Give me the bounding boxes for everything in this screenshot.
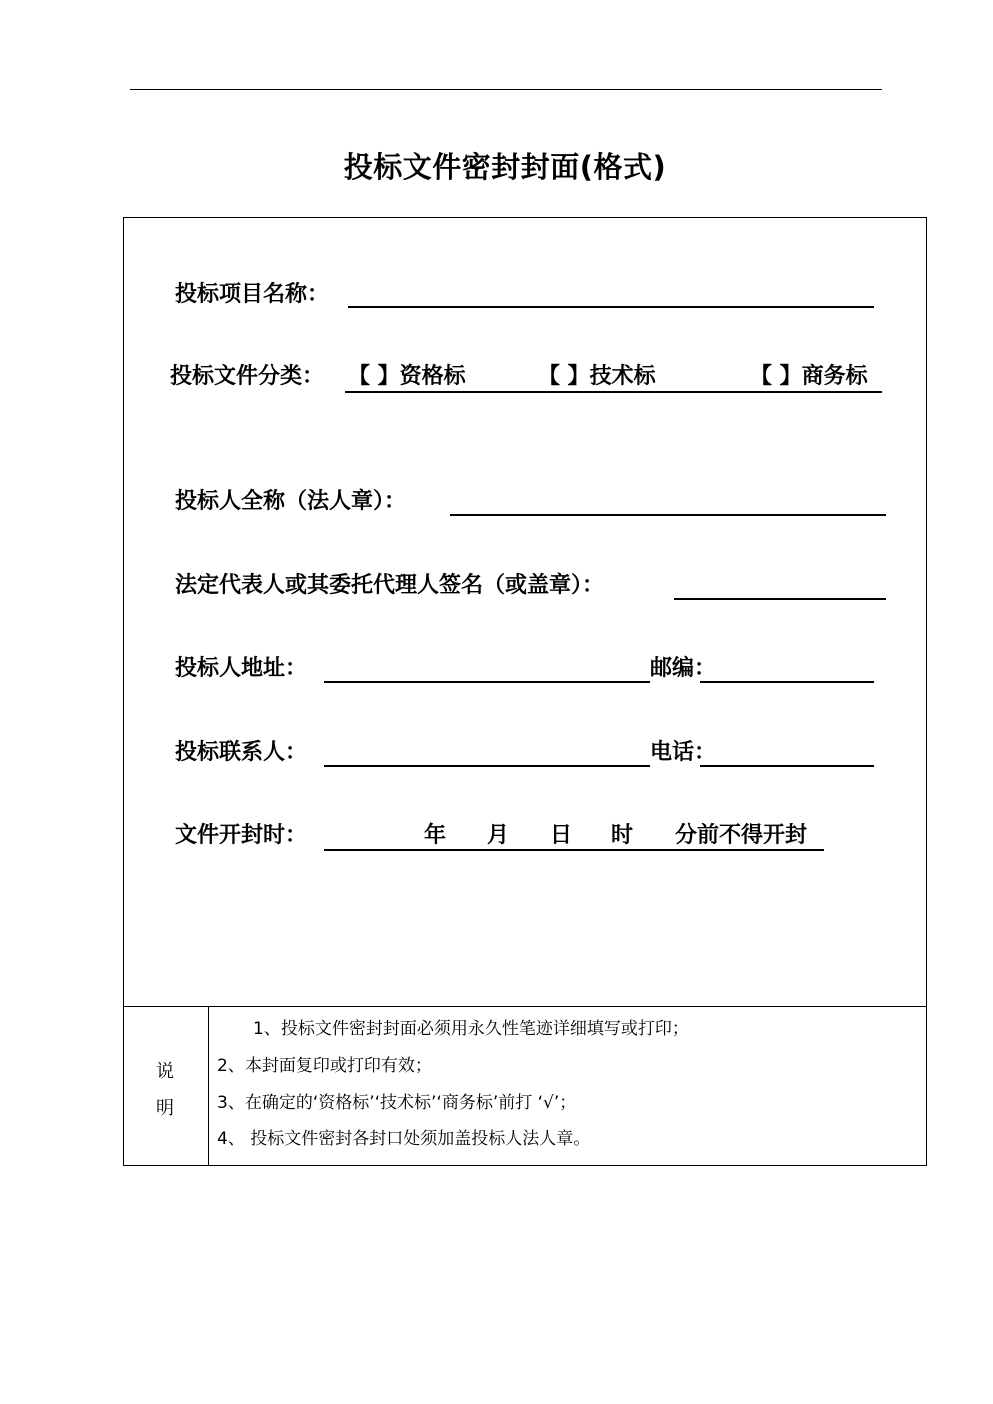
header-rule	[130, 89, 882, 90]
cover-form-box	[123, 217, 927, 1007]
category-checkbox[interactable]: 【 】	[348, 364, 400, 389]
postcode-label: 邮编：	[650, 656, 717, 681]
project-name-label: 投标项目名称：	[175, 282, 330, 307]
opening-hour-unit: 时	[611, 823, 634, 848]
category-option-commercial[interactable]	[750, 362, 868, 392]
notes-divider	[208, 1007, 209, 1165]
opening-month-unit: 月	[487, 823, 510, 848]
note-item-3: 3、在确定的‘资格标’‘技术标’‘商务标’前打 ‘√’；	[217, 1093, 577, 1113]
bidder-name-field[interactable]	[450, 514, 886, 516]
opening-time-field[interactable]	[324, 849, 824, 851]
opening-year-unit: 年	[424, 823, 447, 848]
opening-suffix: 分前不得开封	[675, 823, 808, 848]
page-title: 投标文件密封封面(格式)	[343, 150, 667, 184]
legal-rep-label: 法定代表人或其委托代理人签名（或盖章）：	[175, 573, 605, 598]
bidder-name-label: 投标人全称（法人章）：	[175, 489, 407, 514]
category-checkbox[interactable]: 【 】	[750, 364, 802, 389]
category-option-label: 商务标	[801, 364, 868, 389]
note-item-4: 4、 投标文件密封各封口处须加盖投标人法人章。	[217, 1129, 591, 1149]
category-option-label: 技术标	[589, 364, 656, 389]
address-field[interactable]	[324, 681, 650, 683]
contact-label: 投标联系人：	[175, 740, 308, 765]
contact-field[interactable]	[324, 765, 650, 767]
category-underline	[345, 391, 882, 393]
category-label: 投标文件分类：	[170, 364, 325, 389]
note-item-1: 1、投标文件密封封面必须用永久性笔迹详细填写或打印；	[253, 1019, 689, 1039]
opening-day-unit: 日	[550, 823, 573, 848]
phone-label: 电话：	[650, 740, 717, 765]
project-name-field[interactable]	[348, 306, 874, 308]
note-item-2: 2、本封面复印或打印有效；	[217, 1056, 432, 1076]
category-checkbox[interactable]: 【 】	[538, 364, 590, 389]
address-label: 投标人地址：	[175, 656, 308, 681]
notes-label-char-1: 说	[156, 1061, 174, 1082]
legal-rep-field[interactable]	[674, 598, 886, 600]
opening-time-label: 文件开封时：	[175, 823, 308, 848]
phone-field[interactable]	[700, 765, 874, 767]
category-option-label: 资格标	[399, 364, 466, 389]
category-option-qualification[interactable]	[348, 362, 466, 392]
notes-label-char-2: 明	[156, 1098, 174, 1119]
category-option-technical[interactable]	[538, 362, 656, 392]
postcode-field[interactable]	[700, 681, 874, 683]
